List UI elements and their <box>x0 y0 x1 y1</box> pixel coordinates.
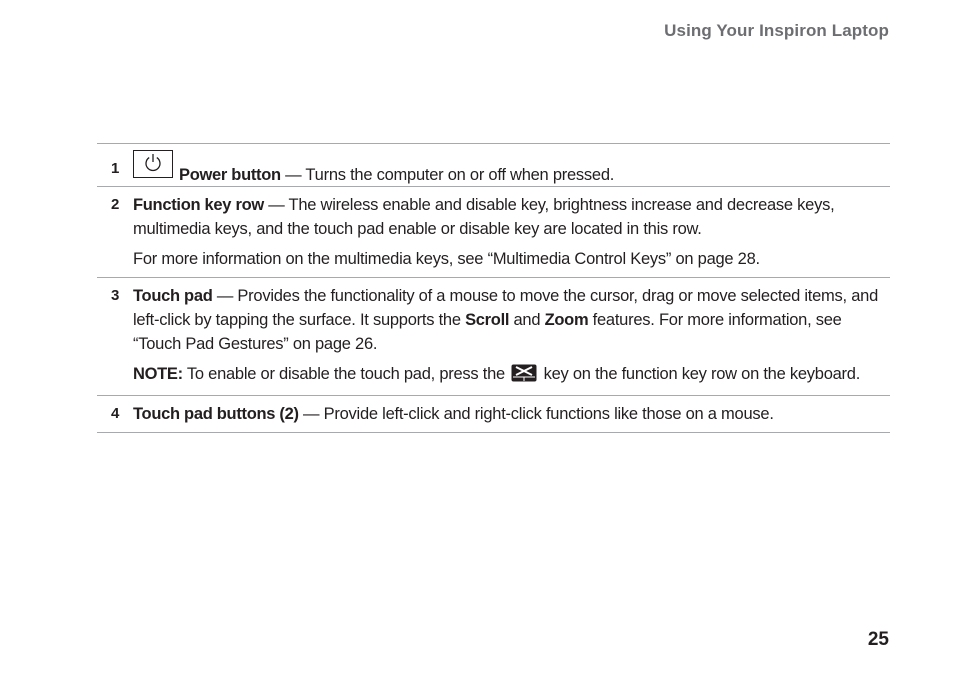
callout-term: Function key row <box>133 196 264 214</box>
callout-number: 2 <box>111 196 120 213</box>
callout-table <box>97 143 890 433</box>
page-number: 25 <box>867 629 889 650</box>
note: NOTE: To enable or disable the touch pad, press the key on the function key row on the keyboard. <box>133 362 882 389</box>
callout-content: Touch pad — Provides the functionality of a mouse to move the cursor, drag or move selected items, and left-click by tapping the surface. It supports the Scroll and Zoom features. For more information, see “Touch Pad Gestures” on page 26. NOTE: To enable or disable the touch pad, press the key on the function key row on the keyboard. <box>133 284 882 389</box>
callout-row-touch-pad <box>97 278 890 396</box>
touch-pad-toggle-key-icon <box>511 364 537 389</box>
callout-extra-info: For more information on the multimedia keys, see “Multimedia Control Keys” on page 28. <box>133 250 760 268</box>
callout-content <box>133 193 882 271</box>
callout-row-touch-pad-buttons <box>97 396 890 433</box>
callout-content <box>133 402 882 426</box>
callout-content <box>133 156 882 187</box>
callout-term: Power button <box>179 166 281 184</box>
note-label: NOTE: <box>133 365 183 383</box>
callout-number: 4 <box>111 405 120 422</box>
callout-description: — Provide left-click and right-click functions like those on a mouse. <box>298 405 774 423</box>
callout-description: — The wireless enable and disable key, brightness increase and decrease keys, multimedia keys, and the touch pad enable or disable key are located in this row. <box>133 196 835 238</box>
callout-number: 3 <box>111 287 120 304</box>
callout-row-power-button <box>97 144 890 187</box>
scroll-term: Scroll <box>465 311 510 329</box>
callout-term: Touch pad buttons (2) <box>133 405 299 423</box>
running-header: Using Your Inspiron Laptop <box>664 21 889 40</box>
callout-term: Touch pad <box>133 287 213 305</box>
power-icon <box>133 150 173 178</box>
callout-description: — Turns the computer on or off when pressed. <box>280 166 615 184</box>
callout-row-function-key-row <box>97 187 890 278</box>
callout-number: 1 <box>111 160 120 177</box>
zoom-term: Zoom <box>544 311 589 329</box>
